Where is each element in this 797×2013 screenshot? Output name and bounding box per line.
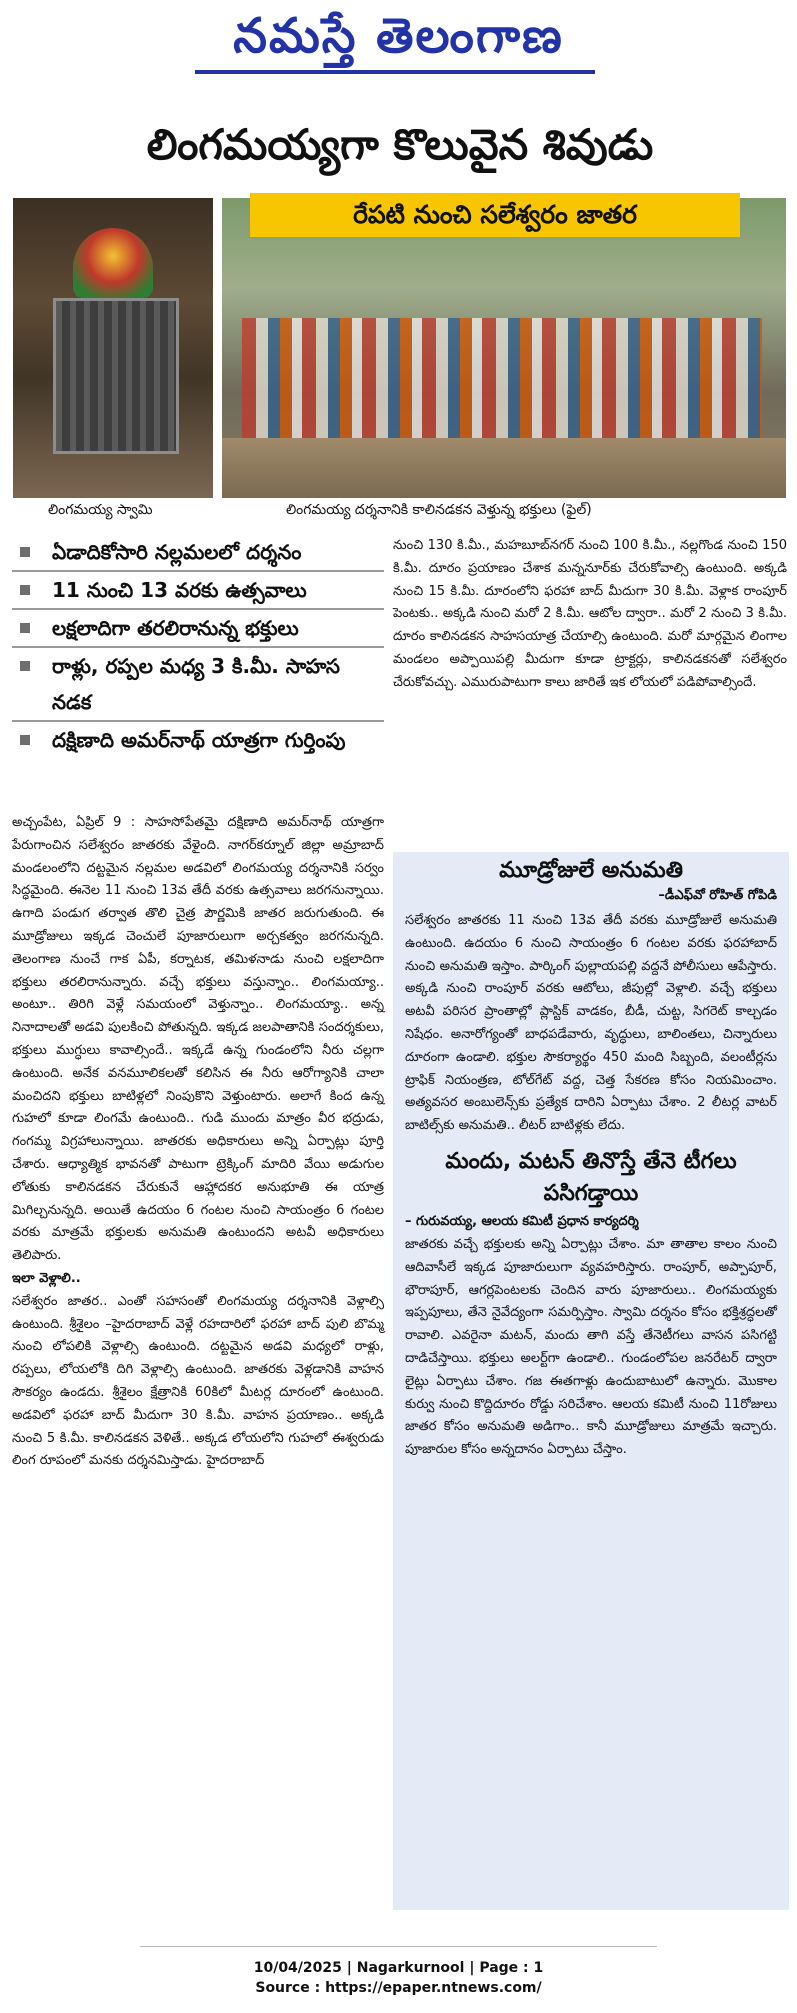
crowd-shape xyxy=(242,318,762,438)
shrine-grill xyxy=(53,298,179,454)
masthead-logo: నమస్తే తెలంగాణ xyxy=(233,8,564,64)
rocks-shape xyxy=(222,438,786,498)
bullet-square-icon xyxy=(20,547,30,557)
bullet-square-icon xyxy=(20,585,30,595)
box-para-bees: జాతరకు వచ్చే భక్తులకు అన్ని ఏర్పాట్లు చేశాం. మా తాతాల కాలం నుంచి ఆదివాసీలే ఇక్కడ పూజారులుగా వ్యవహరిస్తారు. రాంపూర్, అప్పాపూర్, భౌరాపూర్, ఆగర్లపెంటలకు చెందిన వారు పూజారులు.. లింగమయ్యకు ఇప్పపూలు, తేనె నైవేద్యంగా సమర్పిస్తాం. స్వామి దర్శనం కోసం భక్తిశ్రద్ధలతో రావాలి. ఎవరైనా మటన్, మందు తాగి వస్తే తేనెటీగలు వాసన పసిగట్టి దాడిచేస్తాయి. భక్తులు అలర్ట్‌గా ఉండాలి.. గుండంలోపల జనరేటర్ ద్వారా లైట్లు ఏర్పాటు చేశాం. గజ ఈతగాళ్లు ఉందుబాటులో ఉన్నారు. మొకాల కుర్వు నుంచి కొద్దిదూరం రోడ్డు సరిచేశాం. ఆలయ కమిటీ నుంచి 11రోజులు జాతర కోసం అనుమతి అడిగాం.. కానీ మూడ్రోజులు మాత్రమే ఇచ్చారు. పూజారుల కోసం అన్నదానం ఏర్పాటు చేస్తాం. xyxy=(405,1236,777,1458)
article-column-1 xyxy=(12,812,384,1473)
article-para-2: సలేశ్వరం జాతర.. ఎంతో సహసంతో లింగమయ్య దర్శనానికి వెళ్లాల్సి ఉంటుంది. శ్రీశైలం –హైదరాబాద్ వెళ్లే రహదారిలో ఫరహా బాద్ పులి బొమ్మ నుంచి లోపలికి వెళ్లాల్సి ఉంటుంది. దట్టమైన అడవి మధ్యలో రాళ్లు, రప్పలు, లోయలోకి దిగి వెళ్లాల్సి ఉంటుంది. జాతరకు వెళ్లడానికి వాహన సౌకర్యం ఉండదు. శ్రీశైలం క్షేత్రానికి 60కిలో మీటర్ల దూరంలో ఉంటుంది. అడవిలో ఫరహా బాద్ మీదుగా 30 కి.మీ. వాహన ప్రయాణం.. అక్కడి నుంచి 5 కి.మీ. కాలినడకన వెళితే.. అక్కడ లోయలోని గుహలో ఈశ్వరుడు లింగ రూపంలో మనకు దర్శనమిస్తాడు. హైదరాబాద్ xyxy=(12,1293,384,1469)
headline: లింగమయ్యగా కొలువైన శివుడు xyxy=(146,120,654,169)
highlight-item: దక్షిణాది అమర్‌నాథ్ యాత్రగా గుర్తింపు xyxy=(12,722,384,758)
bullet-square-icon xyxy=(20,623,30,633)
footer-divider xyxy=(140,1946,657,1947)
highlight-item: రాళ్లు, రప్పల మధ్య 3 కి.మీ. సాహస నడక xyxy=(12,648,384,722)
lingamayya-photo xyxy=(13,198,213,498)
highlight-item: 11 నుంచి 13 వరకు ఉత్సవాలు xyxy=(12,572,384,610)
banner-subheadline: రేపటి నుంచి సలేశ్వరం జాతర xyxy=(250,193,740,237)
idol-decoration xyxy=(73,228,153,298)
bullet-square-icon xyxy=(20,735,30,745)
caption-left: లింగమయ్య స్వామి xyxy=(48,502,153,518)
footer xyxy=(0,1958,797,1998)
box-credit-committee: – గురువయ్య, ఆలయ కమిటీ ప్రధాన కార్యదర్శి xyxy=(405,1213,639,1229)
article-para-1: అచ్చంపేట, ఏప్రిల్ 9 : సాహసోపేతమై దక్షిణాది అమర్‌నాథ్ యాత్రగా పేరుగాంచిన సలేశ్వరం జాతరకు వేళైంది. నాగర్‌కర్నూల్ జిల్లా అమ్రాబాద్ మండలంలోని దట్టమైన నల్లమల అడవిలో లింగమయ్య దర్శనానికి సర్వం సిద్ధమైంది. ఈనెల 11 నుంచి 13వ తేదీ వరకు ఉత్సవాలు జరగనున్నాయి. ఉగాది పండుగ తర్వాత తొలి చైత్ర పౌర్ణమికి జాతర జరుగుతుంది. ఈ మూడ్రోజులు ఇక్కడ చెంచులే పూజారులుగా అర్చకత్వం జరగనున్నది. తెలంగాణ నుంచే గాక ఏపీ, కర్నాటక, తమిళనాడు నుంచి లక్షలాదిగా భక్తులు తరలిరానున్నారు. వచ్చే భక్తులు వస్తున్నాం.. లింగమయ్యా.. అంటూ.. తిరిగి వెళ్లే సమయంలో వెళ్తున్నాం.. లింగమయ్యా.. అన్న నినాదాలతో అడవి పులకించి పోతున్నది. ఇక్కడ జలపాతానికి సందర్శకులు, భక్తులు ముగ్ధులు కావాల్సిందే.. ఇక్కడే ఉన్న గుండంలోని నీరు చల్లగా ఉంటుంది. అనేక వనమూలికలతో కలిసిన ఈ నీరు ఆరోగ్యానికి చాలా మంచిదని భక్తులు బాటిళ్లలో నింపుకొని వెళ్తుంటారు. అలాగే కింద ఉన్న గుహలో కూడా లింగమే ఉంటుంది.. గుడి ముందు మాత్రం వీర భద్రుడు, గంగమ్మ విగ్రహాలున్నాయి. జాతరకు అధికారులు అన్ని ఏర్పాట్లు పూర్తి చేశారు. ఆధ్యాత్మిక భావనతో పాటుగా ట్రెక్కింగ్ మాదిరి వేయి అడుగుల లోతుకు కాలినడకన చేరుకునే ఆహ్లాదకర అనుభూతి ఈ యాత్ర మిగిల్చనున్నది. అయితే ఉదయం 6 గంటల నుంచి సాయంత్రం 6 గంటల వరకు మాత్రమే భక్తులకు అనుమతి ఉంటుందని అటవీ అధికారులు తెలిపారు. xyxy=(12,815,384,1264)
footer-source: Source : https://epaper.ntnews.com/ xyxy=(255,1980,542,1996)
article-subhead: ఇలా వెళ్లాలి.. xyxy=(12,1270,81,1286)
article-column-2: నుంచి 130 కి.మీ., మహబూబ్‌నగర్ నుంచి 100 కి.మీ., నల్లగొండ నుంచి 150 కి.మీ. దూరం ప్రయాణం చేశాక మన్ననూర్‌కు చేరుకోవాల్సి ఉంటుంది. అక్కడి నుంచి 15 కి.మీ. దూరంలోని ఫరహా బాద్ మీదుగా 30 కి.మీ. వెళ్లాక రాంపూర్ పెంటకు.. అక్కడి నుంచి మరో 2 కి.మీ. ఆటోల ద్వారా.. మరో 2 నుంచి 3 కి.మీ. దూరం కాలినడకన సాహసయాత్ర చేయాల్సి ఉంటుంది. మరో మార్గమైన లింగాల మండలం అప్పాయిపల్లి మీదుగా కూడా ట్రాక్టర్లు, కాలినడకనతో సలేశ్వరం చేరుకోవచ్చు. ఎమురుపాటుగా కాలు జారితే ఇక లోయలో పడిపోవాల్సిందే. xyxy=(393,538,787,690)
masthead-rule xyxy=(195,70,595,74)
bullet-square-icon xyxy=(20,661,30,671)
footer-date-edition: 10/04/2025 | Nagarkurnool | Page : 1 xyxy=(253,1960,544,1976)
devotees-photo xyxy=(222,198,786,498)
highlight-item: ఏడాదికోసారి నల్లమలలో దర్శనం xyxy=(12,534,384,572)
caption-right: లింగమయ్య దర్శనానికి కాలినడకన వెళ్తున్న భక్తులు (ఫైల్) xyxy=(286,502,592,518)
box-title-bees: మందు, మటన్ తినొస్తే తేనె టీగలు పసిగడ్తాయి xyxy=(445,1148,737,1206)
highlight-item: లక్షలాదిగా తరలిరానున్న భక్తులు xyxy=(12,610,384,648)
sidebar-box xyxy=(393,852,789,1910)
box-para-permission: సలేశ్వరం జాతరకు 11 నుంచి 13వ తేదీ వరకు మూడ్రోజులే అనుమతి ఉంటుంది. ఉదయం 6 నుంచి సాయంత్రం 6 గంటల వరకు ఫరహాబాద్ నుంచి అనుమతి ఇస్తాం. పార్కింగ్ పుల్లాయపల్లి వద్దనే పోలీసులు ఆపేస్తారు. అక్కడి నుంచి రాంపూర్ వరకు ఆటోలు, జీపుల్లో వెళ్లాలి. వచ్చే భక్తులు అటవీ పరిసర ప్రాంతాల్లో ప్లాస్టిక్ వాడకం, బీడీ, చుట్ట, సిగరెట్ కాల్చడం నిషేధం. అనారోగ్యంతో బాధపడేవారు, వృద్ధులు, బాలింతలు, చిన్నారులు దూరంగా ఉండాలి. భక్తుల సౌకర్యార్థం 450 మంది సిబ్బంది, వలంటీర్లను ట్రాఫిక్ నియంత్రణ, టోల్‌గేట్ వద్ద, చెత్త సేకరణ కోసం నియమించాం. అత్యవసర అంబులెన్స్‌కు ప్రత్యేక దారిని ఏర్పాటు చేశాం. 2 లీటర్ల వాటర్ బాటిల్స్‌కు అనుమతి.. లీటర్ బాటిళ్లకు లేదు. xyxy=(405,913,777,1134)
box-title-permission: మూడ్రోజులే అనుమతి xyxy=(499,858,683,883)
box-credit-dfo: –డీఎఫ్‌వో రోహిత్ గోపిడి xyxy=(658,888,777,903)
highlights-list xyxy=(12,534,384,758)
